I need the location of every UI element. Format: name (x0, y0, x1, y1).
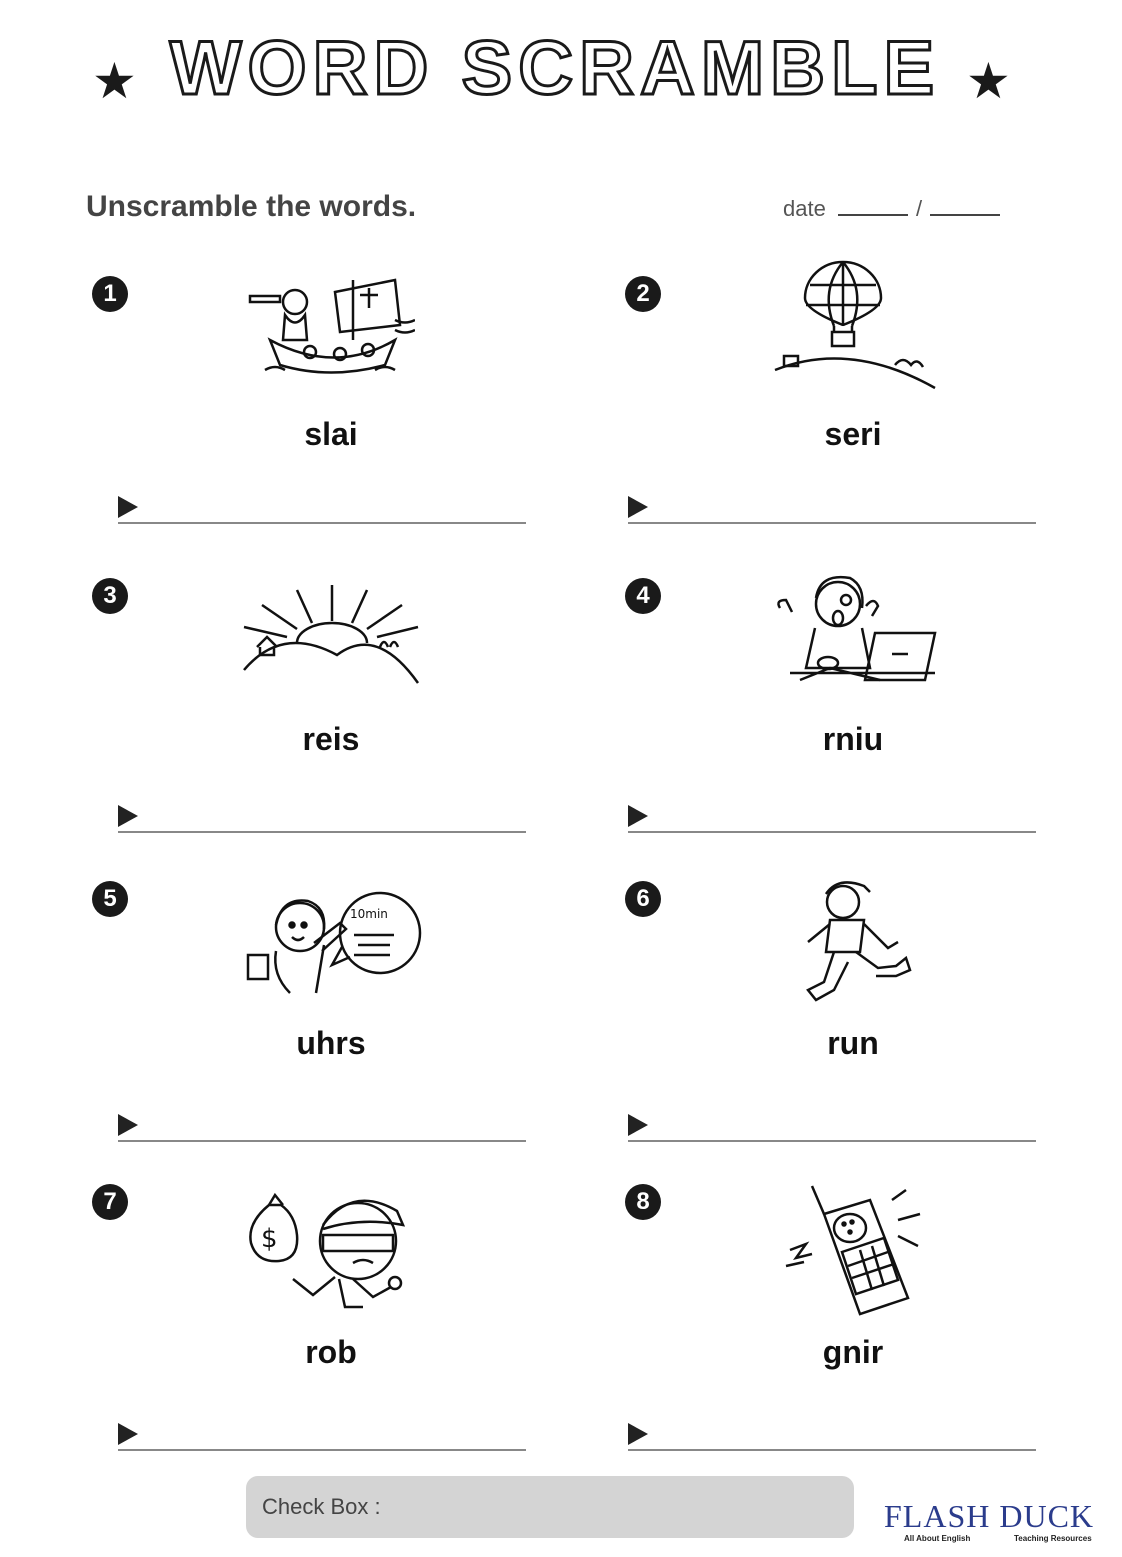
scrambled-word: rob (305, 1334, 357, 1370)
robber-picture (243, 1183, 418, 1318)
logo-tagline-right: Teaching Resources (1014, 1534, 1092, 1543)
arrow-icon (118, 496, 138, 518)
running-boy-picture (798, 872, 916, 1007)
arrow-icon (118, 1114, 138, 1136)
arrow-icon (628, 805, 648, 827)
flash-duck-logo (884, 1498, 1114, 1544)
scrambled-word: reis (302, 721, 360, 757)
arrow-icon (628, 496, 648, 518)
ruined-laptop-picture (770, 568, 940, 688)
scrambled-word: uhrs (296, 1025, 366, 1061)
date-label: date (783, 196, 826, 221)
sunrise-picture (242, 585, 420, 690)
scrambled-word: seri (824, 416, 882, 452)
item-number: 6 (625, 881, 661, 917)
item-number: 1 (92, 276, 128, 312)
answer-line[interactable] (118, 1106, 526, 1142)
scrambled-word: run (827, 1025, 879, 1061)
logo-tagline-left: All About English (904, 1534, 971, 1543)
arrow-icon (118, 1423, 138, 1445)
scrambled-word: gnir (822, 1334, 884, 1370)
arrow-icon (628, 1423, 648, 1445)
date-field (783, 196, 1006, 222)
star-icon: ★ (92, 52, 137, 110)
hot-air-balloon-picture (770, 260, 940, 390)
item-number: 4 (625, 578, 661, 614)
date-separator: / (915, 196, 923, 221)
scrambled-word: slai (304, 416, 358, 452)
date-month-blank[interactable] (838, 196, 908, 216)
item-number: 8 (625, 1184, 661, 1220)
answer-line[interactable] (628, 1106, 1036, 1142)
arrow-icon (118, 805, 138, 827)
answer-line[interactable] (628, 797, 1036, 833)
date-day-blank[interactable] (930, 196, 1000, 216)
logo-text: FLASH DUCK (884, 1498, 1095, 1534)
svg-text:10min: 10min (350, 907, 388, 921)
answer-line[interactable] (118, 797, 526, 833)
title-text: WORD SCRAMBLE (169, 28, 941, 108)
scrambled-word: rniu (822, 721, 884, 757)
answer-line[interactable] (118, 488, 526, 524)
ringing-phone-picture (780, 1180, 928, 1320)
answer-line[interactable] (118, 1415, 526, 1451)
check-box[interactable] (246, 1476, 854, 1538)
item-number: 5 (92, 881, 128, 917)
item-number: 2 (625, 276, 661, 312)
svg-text:$: $ (261, 1224, 278, 1254)
item-number: 3 (92, 578, 128, 614)
answer-line[interactable] (628, 488, 1036, 524)
instruction: Unscramble the words. (86, 190, 417, 223)
check-box-label: Check Box : (262, 1494, 381, 1519)
sailor-ship-picture (245, 270, 415, 380)
star-icon: ★ (966, 52, 1011, 110)
item-number: 7 (92, 1184, 128, 1220)
hurry-phone-picture (242, 885, 422, 997)
title-banner (0, 20, 1122, 110)
answer-line[interactable] (628, 1415, 1036, 1451)
word-scramble-title (150, 28, 960, 108)
arrow-icon (628, 1114, 648, 1136)
